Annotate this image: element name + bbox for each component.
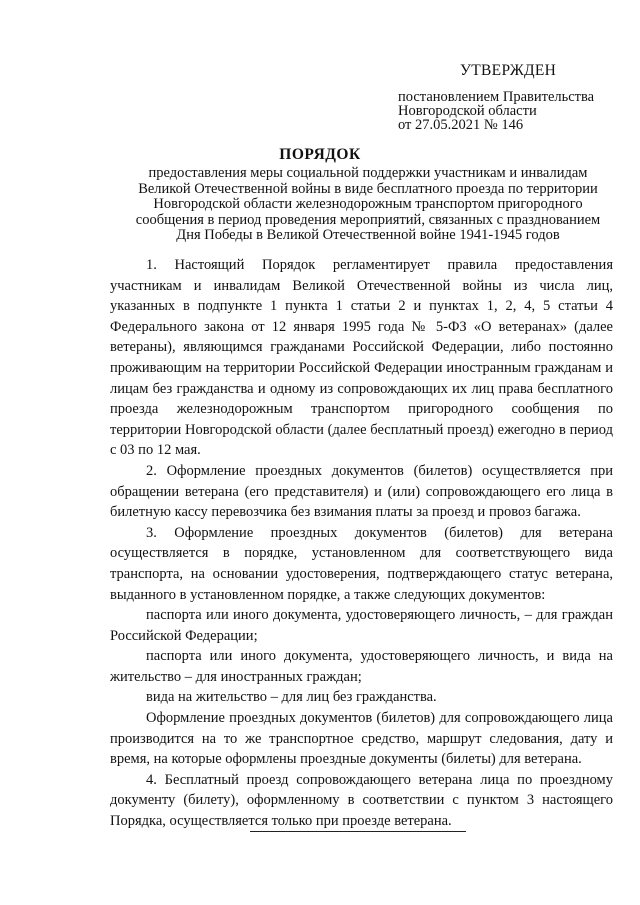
approval-heading: УТВЕРЖДЕН bbox=[460, 62, 557, 79]
document-subtitle bbox=[90, 166, 640, 244]
paragraph-2: 2. Оформление проездных документов (билетов) осуществляется при обращении ветерана (его представителя) и (или) сопровождающего его лица в билетную кассу перевозчика без взимания платы за проезд и провоз багажа. bbox=[110, 462, 613, 521]
paragraph-4: 4. Бесплатный проезд сопровождающего ветерана лица по проездному документу (билету), оформленному в соответствии с пунктом 3 настоящего Порядка, осуществляется только при проезде ветерана. bbox=[110, 771, 613, 830]
paragraph-1: 1. Настоящий Порядок регламентирует правила предоставления участникам и инвалидам Великой Отечественной войны из числа лиц, указанных в подпункте 1 пункта 1 статьи 2 и пунктах 1, 2, 4, 5 статьи 4 Федерального закона от 12 января 1995 года № 5-ФЗ «О ветеранах» (далее ветераны), являющимся гражданами Российской Федерации, либо постоянно проживающим на территории Российской Федерации иностранным гражданам и лицам без гражданства и одному из сопровождающих их лиц права бесплатного проезда железнодорожным транспортом пригородного сообщения по территории Новгородской области (далее бесплатный проезд) ежегодно в период с 03 по 12 мая. bbox=[110, 257, 613, 459]
subtitle-line: Великой Отечественной войны в виде бесплатного проезда по территории bbox=[138, 180, 598, 197]
end-divider bbox=[250, 831, 466, 832]
subtitle-line: предоставления меры социальной поддержки участникам и инвалидам bbox=[148, 165, 588, 181]
approval-line: постановлением Правительства bbox=[398, 89, 595, 105]
approval-line: Новгородской области bbox=[398, 103, 537, 119]
paragraph-3-escort: Оформление проездных документов (билетов) для сопровождающего лица производится на то же транспортное средство, маршрут следования, дату и время, на которые оформлены проездные документы (билеты) для ветерана. bbox=[110, 710, 613, 768]
paragraph-3-item-citizens: паспорта или иного документа, удостоверяющего личность, – для граждан Российской Федерации; bbox=[110, 607, 613, 644]
approval-line: от 27.05.2021 № 146 bbox=[398, 117, 524, 133]
paragraph-3: 3. Оформление проездных документов (билетов) для ветерана осуществляется в порядке, установленном для соответствующего вида транспорта, на основании удостоверения, подтверждающего статус ветерана, выданного в установленном порядке, а также следующих документов: bbox=[110, 524, 613, 603]
subtitle-line: Дня Победы в Великой Отечественной войне 1941-1945 годов bbox=[176, 227, 560, 244]
paragraph-3-item-foreigners: паспорта или иного документа, удостоверяющего личность, и вида на жительство – для иностранных граждан; bbox=[110, 648, 613, 685]
paragraph-3-item-stateless: вида на жительство – для лиц без гражданства. bbox=[146, 689, 437, 706]
subtitle-line: Новгородской области железнодорожным транспортом пригородного bbox=[153, 196, 583, 213]
approval-block bbox=[398, 62, 628, 132]
document-title: ПОРЯДОК bbox=[279, 146, 361, 163]
subtitle-line: сообщения в период проведения мероприятий, связанных с празднованием bbox=[135, 211, 601, 228]
document-body bbox=[110, 255, 613, 832]
